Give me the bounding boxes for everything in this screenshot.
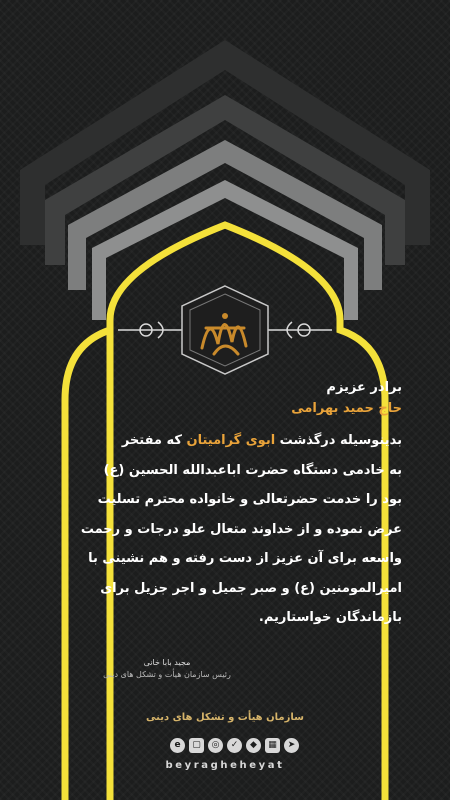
recipient-name: حاج حمید بهرامی <box>291 401 402 416</box>
bale-icon[interactable]: ✓ <box>227 738 242 753</box>
message-line-text: که مفتخر <box>121 433 187 448</box>
signature <box>103 657 231 681</box>
signature-title: رئیس سازمان هیأت و تشکل های دینی <box>103 670 231 679</box>
rubika-icon[interactable]: ◆ <box>246 738 261 753</box>
signature-name: مجید بابا خانی <box>143 658 191 667</box>
message-line-text: بازماندگان خواستاریم. <box>258 610 402 625</box>
message-line-text: امیرالمومنین (ع) و صبر جمیل و اجر جزیل برای <box>100 580 402 596</box>
message-lines <box>42 426 402 633</box>
message-line <box>42 485 402 515</box>
calligraphy-emblem <box>118 282 332 378</box>
message-line-text: عرض نموده و از خداوند متعال علو درجات و رحمت <box>80 521 402 537</box>
organization-name: سازمان هیأت و تشکل های دینی <box>146 712 304 723</box>
message-line <box>42 574 402 604</box>
igap-icon[interactable]: ▦ <box>265 738 280 753</box>
message-line-text: واسعه برای آن عزیز از دست رفته و هم نشینی با <box>88 551 402 566</box>
soroush-icon[interactable]: ▢ <box>189 738 204 753</box>
greeting: برادر عزیزم <box>326 380 402 395</box>
message-line <box>42 544 402 574</box>
social-icons <box>170 735 299 755</box>
message-highlight: ابوی گرامیتان <box>186 433 276 448</box>
gap-icon[interactable]: ◎ <box>208 738 223 753</box>
message-line <box>42 515 402 545</box>
message-line <box>42 603 402 633</box>
message-line <box>42 456 402 486</box>
message-line-text: بود را خدمت حضرتعالی و خانواده محترم تسلیت <box>97 492 402 507</box>
message-line <box>42 426 402 456</box>
message-body <box>42 378 402 633</box>
eitaa-icon[interactable]: e <box>170 738 185 753</box>
social-handle: beyragheheyat <box>165 760 285 771</box>
telegram-icon[interactable]: ➤ <box>284 738 299 753</box>
message-line-text: بدینوسیله درگذشت <box>275 433 402 448</box>
message-line-text: به خادمی دستگاه حضرت اباعبدالله الحسین (ع) <box>103 462 402 478</box>
